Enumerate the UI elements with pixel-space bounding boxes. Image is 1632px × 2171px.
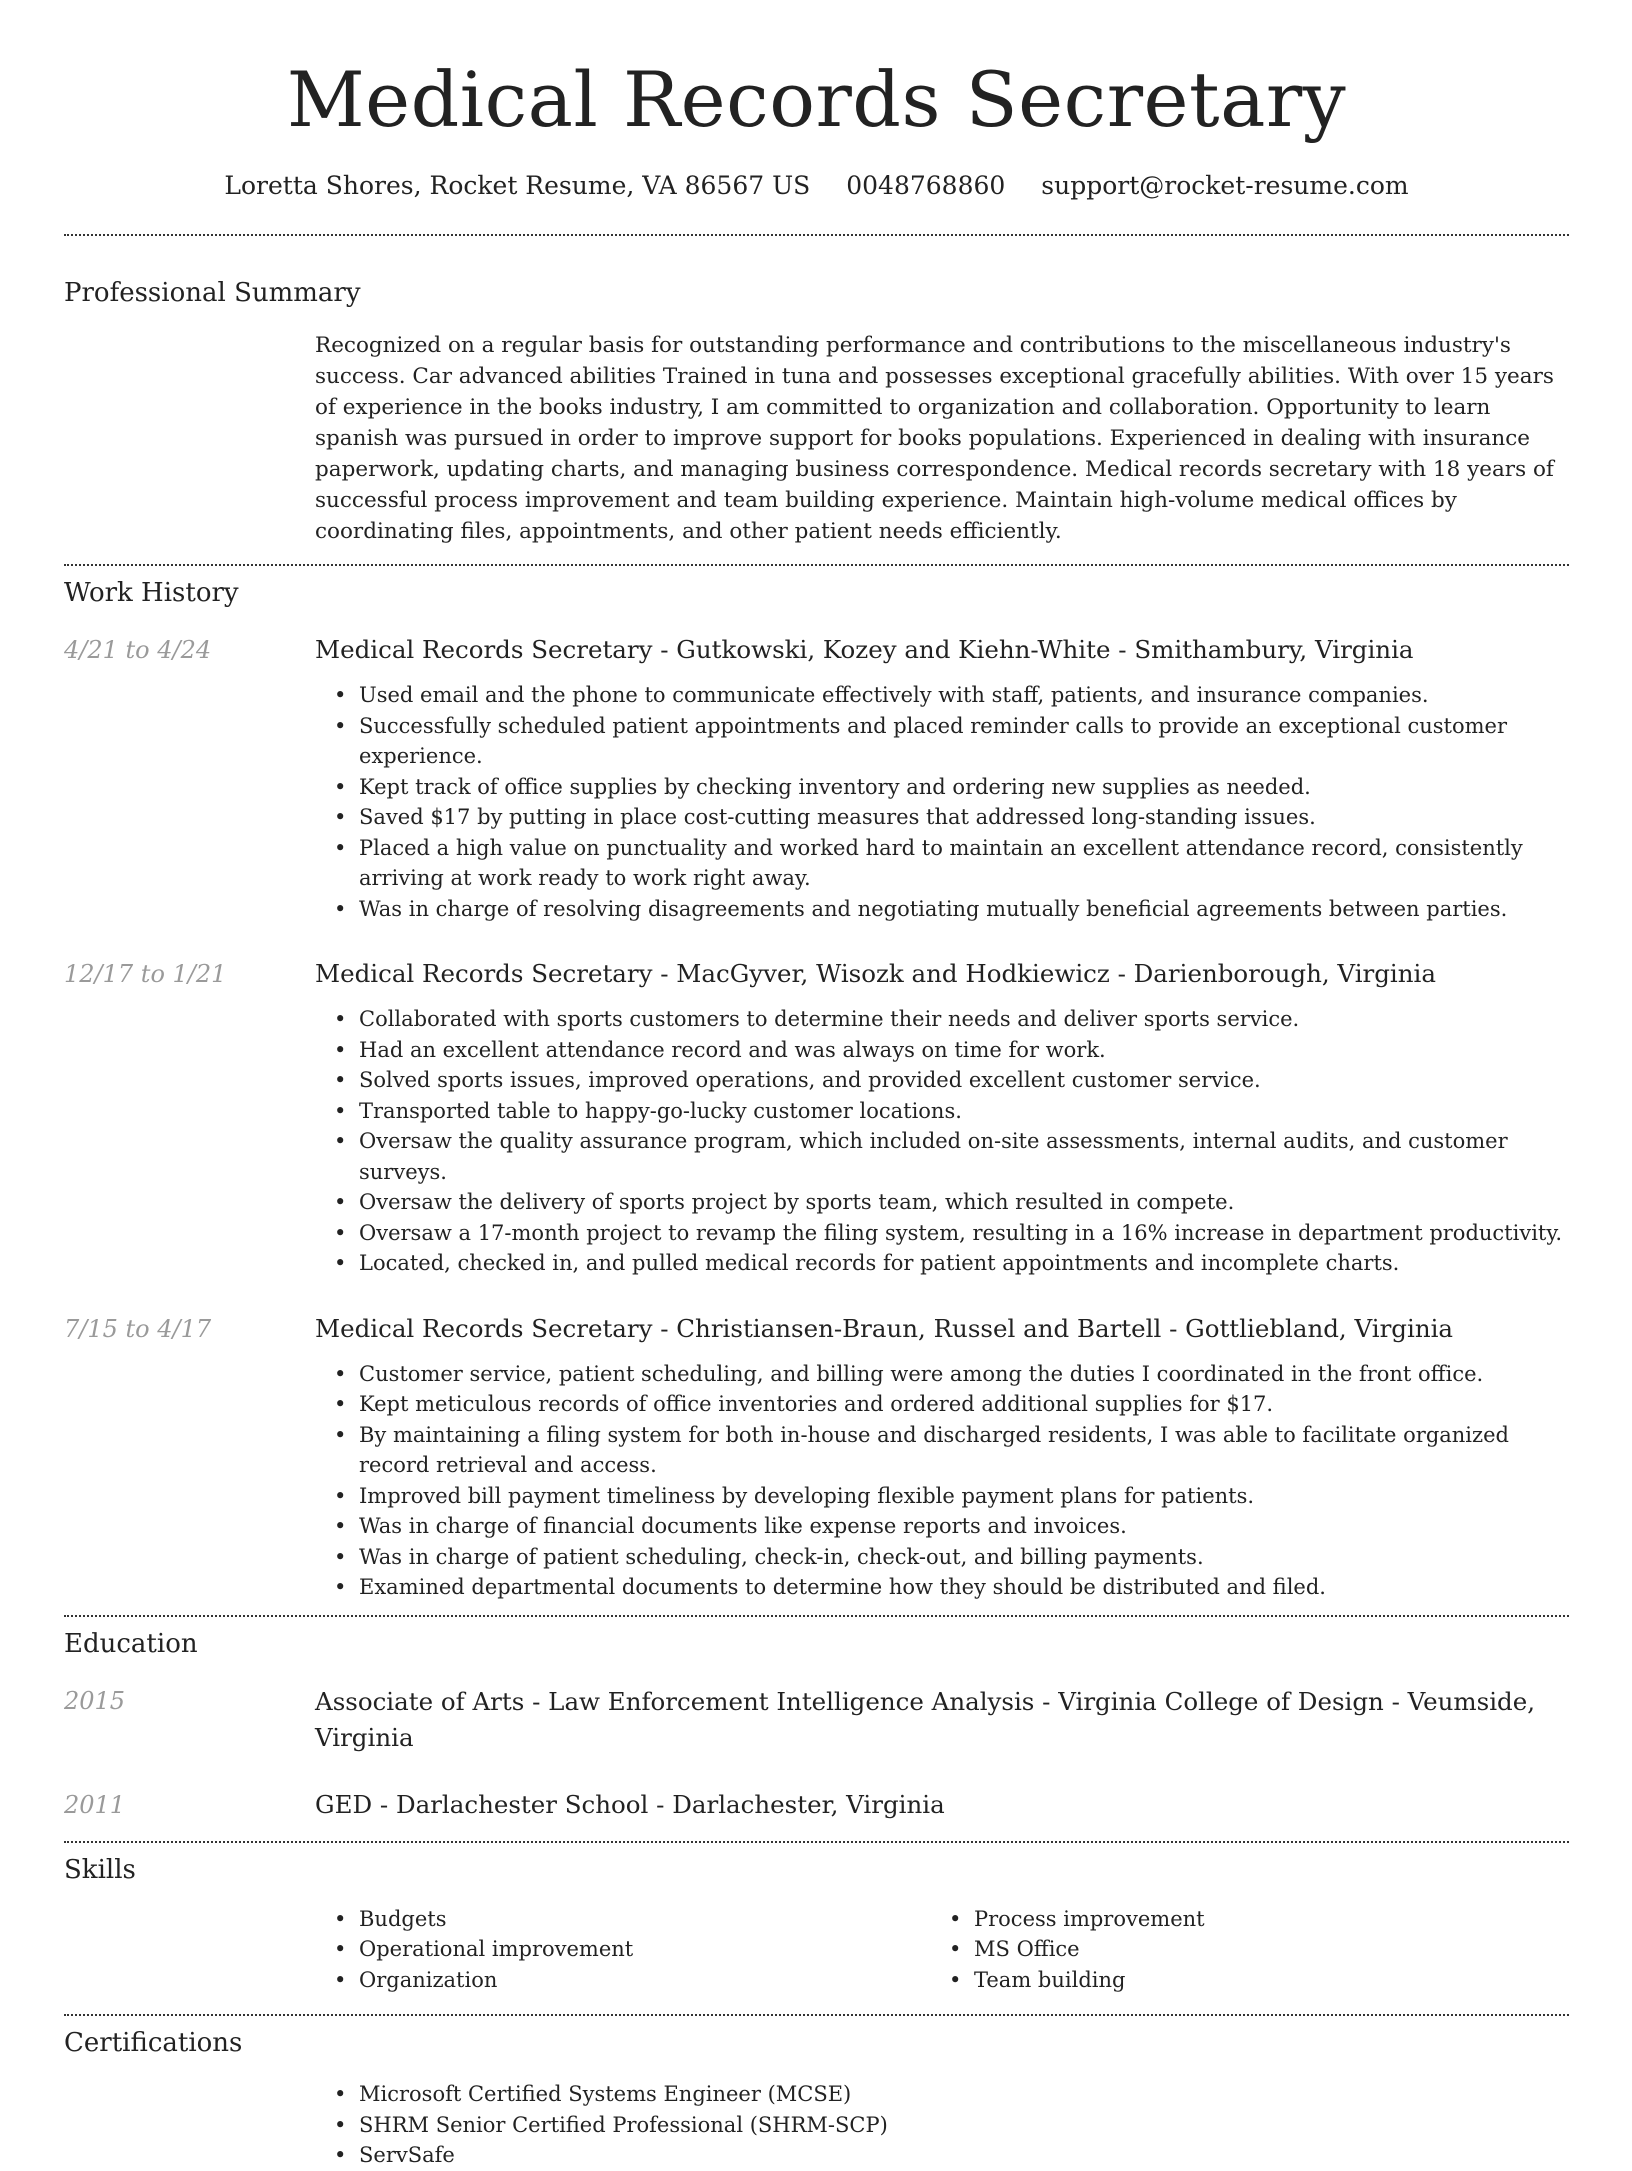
list-item: • Oversaw a 17-month project to revamp the filing system, resulting in a 16% increase in department productivity.	[315, 1218, 1569, 1249]
job-entry	[64, 957, 1569, 1279]
list-item: • Was in charge of financial documents like expense reports and invoices.	[315, 1511, 1569, 1542]
list-item: • Placed a high value on punctuality and worked hard to maintain an excellent attendance record, consistently arriving at work ready to work right away.	[315, 833, 1569, 894]
skills-column-2	[930, 1904, 1545, 1996]
certification-item: • ServSafe	[315, 2140, 1569, 2171]
skill-item: • MS Office	[930, 1934, 1545, 1965]
divider	[64, 2014, 1569, 2016]
certifications-list	[315, 2079, 1569, 2171]
contact-line	[64, 168, 1569, 204]
certification-item: • Microsoft Certified Systems Engineer (MCSE)	[315, 2079, 1569, 2110]
section-heading-summary: Professional Summary	[64, 278, 361, 308]
list-item: • Was in charge of resolving disagreements and negotiating mutually beneficial agreements between parties.	[315, 894, 1569, 925]
skill-item: • Budgets	[315, 1904, 930, 1935]
job-entry	[64, 633, 1569, 924]
skill-item: • Team building	[930, 1965, 1545, 1996]
list-item: • Successfully scheduled patient appointments and placed reminder calls to provide an exceptional customer experience.	[315, 711, 1569, 772]
skills-column-1	[315, 1904, 930, 1996]
education-degree: Associate of Arts - Law Enforcement Intelligence Analysis - Virginia College of Design - Veumside, Virginia	[315, 1686, 1536, 1752]
education-section	[64, 1626, 1569, 1822]
job-dates: 4/21 to 4/24	[64, 636, 212, 664]
education-year: 2015	[64, 1686, 126, 1715]
work-history-section	[64, 575, 1569, 1603]
education-entry	[64, 1788, 1569, 1822]
section-heading-work: Work History	[64, 578, 239, 608]
divider	[64, 1615, 1569, 1617]
divider	[64, 1841, 1569, 1843]
education-degree: GED - Darlachester School - Darlachester, Virginia	[315, 1789, 945, 1819]
resume-page	[64, 0, 1569, 2171]
skills-section	[64, 1852, 1569, 1996]
list-item: • Collaborated with sports customers to determine their needs and deliver sports service.	[315, 1004, 1569, 1035]
list-item: • Was in charge of patient scheduling, check-in, check-out, and billing payments.	[315, 1542, 1569, 1573]
job-bullets	[315, 1004, 1569, 1279]
certification-item: • SHRM Senior Certified Professional (SHRM-SCP)	[315, 2110, 1569, 2141]
section-heading-certifications: Certifications	[64, 2028, 243, 2058]
list-item: • Kept track of office supplies by checking inventory and ordering new supplies as needed.	[315, 772, 1569, 803]
summary-text: Recognized on a regular basis for outstanding performance and contributions to the miscellaneous industry's success. Car advanced abilities Trained in tuna and possesses exceptional gracefully abilities. With over 15 years of experience in the books industry, I am committed to organization and collaboration. Opportunity to learn spanish was pursued in order to improve support for books populations. Experienced in dealing with insurance paperwork, updating charts, and managing business correspondence. Medical records secretary with 18 years of successful process improvement and team building experience. Maintain high-volume medical offices by coordinating files, appointments, and other patient needs efficiently.	[315, 333, 1554, 544]
list-item: • Transported table to happy-go-lucky customer locations.	[315, 1096, 1569, 1127]
contact-email: support@rocket-resume.com	[1041, 171, 1409, 200]
list-item: • Located, checked in, and pulled medical records for patient appointments and incomplete charts.	[315, 1248, 1569, 1279]
contact-address: Loretta Shores, Rocket Resume, VA 86567 US	[224, 171, 811, 200]
list-item: • Solved sports issues, improved operations, and provided excellent customer service.	[315, 1065, 1569, 1096]
list-item: • Kept meticulous records of office inventories and ordered additional supplies for $17.	[315, 1389, 1569, 1420]
education-year: 2011	[64, 1790, 126, 1819]
certifications-section	[64, 2025, 1569, 2171]
list-item: • Improved bill payment timeliness by developing flexible payment plans for patients.	[315, 1481, 1569, 1512]
job-bullets	[315, 680, 1569, 924]
list-item: • Used email and the phone to communicate effectively with staff, patients, and insurance companies.	[315, 680, 1569, 711]
job-entry	[64, 1312, 1569, 1603]
job-bullets	[315, 1359, 1569, 1603]
list-item: • Examined departmental documents to determine how they should be distributed and filed.	[315, 1572, 1569, 1603]
list-item: • Customer service, patient scheduling, and billing were among the duties I coordinated in the front office.	[315, 1359, 1569, 1390]
skill-item: • Process improvement	[930, 1904, 1545, 1935]
job-title: Medical Records Secretary - Christiansen-Braun, Russel and Bartell - Gottliebland, Virginia	[315, 1313, 1454, 1343]
section-heading-education: Education	[64, 1628, 198, 1659]
divider	[64, 234, 1569, 236]
list-item: • Saved $17 by putting in place cost-cutting measures that addressed long-standing issues.	[315, 802, 1569, 833]
list-item: • By maintaining a filing system for both in-house and discharged residents, I was able to facilitate organized record retrieval and access.	[315, 1420, 1569, 1481]
resume-title: Medical Records Secretary	[286, 55, 1347, 144]
skill-item: • Operational improvement	[315, 1934, 930, 1965]
divider	[64, 564, 1569, 566]
list-item: • Had an excellent attendance record and was always on time for work.	[315, 1035, 1569, 1066]
summary-section	[64, 275, 1569, 547]
job-title: Medical Records Secretary - Gutkowski, Kozey and Kiehn-White - Smithambury, Virginia	[315, 635, 1414, 664]
job-dates: 12/17 to 1/21	[64, 960, 227, 988]
list-item: • Oversaw the delivery of sports project by sports team, which resulted in compete.	[315, 1187, 1569, 1218]
job-title: Medical Records Secretary - MacGyver, Wisozk and Hodkiewicz - Darienborough, Virginia	[315, 959, 1436, 988]
contact-phone: 0048768860	[846, 171, 1006, 200]
skill-item: • Organization	[315, 1965, 930, 1996]
education-entry	[64, 1684, 1569, 1756]
job-dates: 7/15 to 4/17	[64, 1314, 212, 1343]
list-item: • Oversaw the quality assurance program, which included on-site assessments, internal audits, and customer surveys.	[315, 1126, 1569, 1187]
section-heading-skills: Skills	[64, 1854, 136, 1885]
